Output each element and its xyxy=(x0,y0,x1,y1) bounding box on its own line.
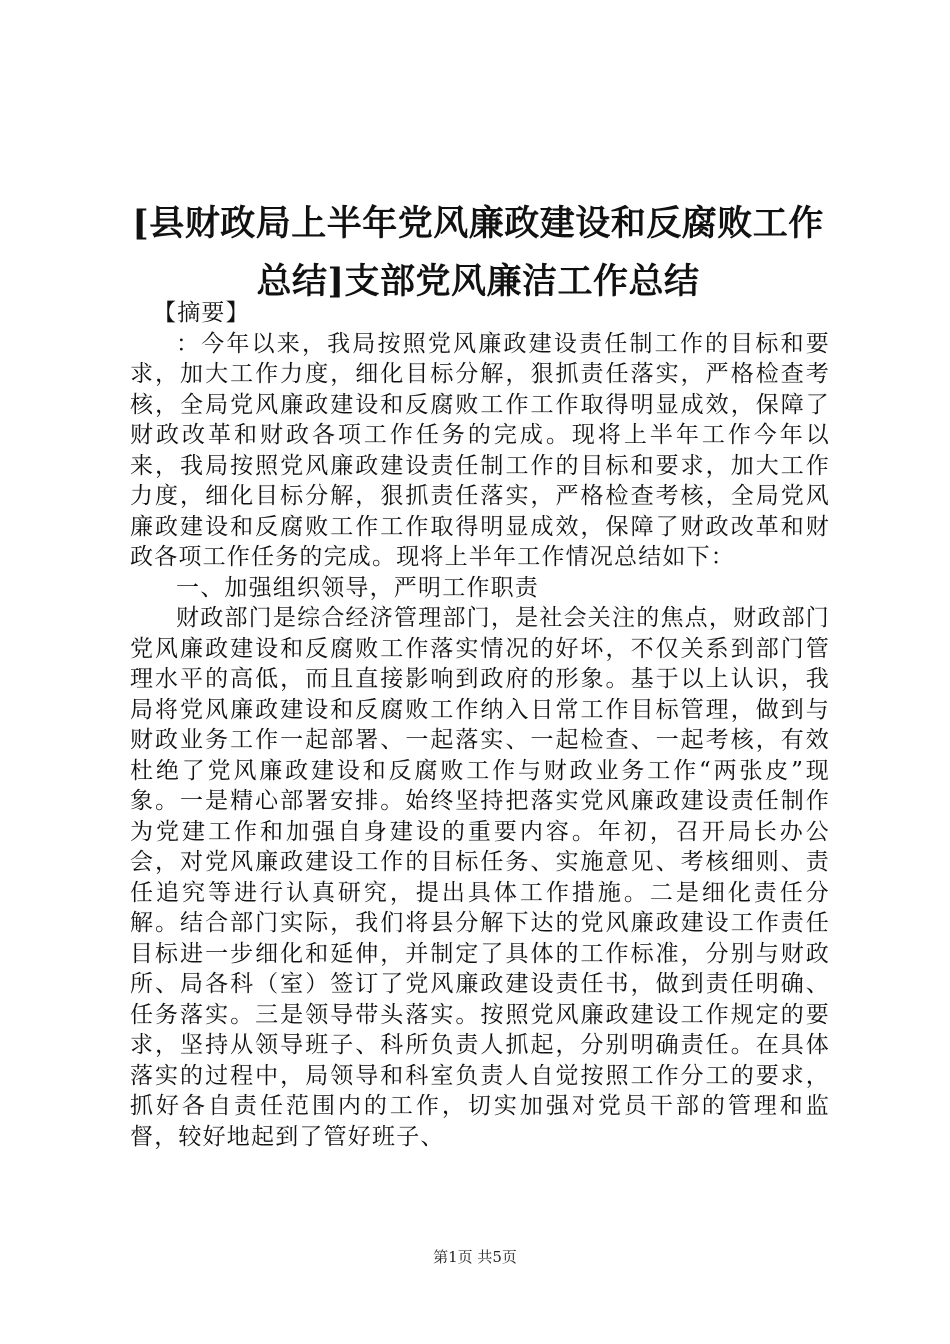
title-line-2: 总结]支部党风廉洁工作总结 xyxy=(256,261,700,303)
abstract-paragraph: ：今年以来，我局按照党风廉政建设责任制工作的目标和要求，加大工作力度，细化目标分解，狠抓责任落实，严格检查考核，全局党风廉政建设和反腐败工作工作取得明显成效，保障了财政改革和财政各项工作任务的完成。现将上半年工作今年以来，我局按照党风廉政建设责任制工作的目标和要求，加大工作力度，细化目标分解，狠抓责任落实，严格检查考核，全局党风廉政建设和反腐败工作工作取得明显成效，保障了财政改革和财政各项工作任务的完成。现将上半年工作情况总结如下： xyxy=(130,330,830,570)
page-indicator: 第1页 共5页 xyxy=(433,1248,517,1266)
section-heading: 一、加强组织领导，严明工作职责 xyxy=(176,574,539,601)
body-paragraph: 财政部门是综合经济管理部门，是社会关注的焦点，财政部门党风廉政建设和反腐败工作落实情况的好坏，不仅关系到部门管理水平的高低，而且直接影响到政府的形象。基于以上认识，我局将党风廉政建设和反腐败工作纳入日常工作目标管理，做到与财政业务工作一起部署、一起落实、一起检查、一起考核，有效杜绝了党风廉政建设和反腐败工作与财政业务工作“两张皮”现象。一是精心部署安排。始终坚持把落实党风廉政建设责任制作为党建工作和加强自身建设的重要内容。年初，召开局长办公会，对党风廉政建设工作的目标任务、实施意见、考核细则、责任追究等进行认真研究，提出具体工作措施。二是细化责任分解。结合部门实际，我们将县分解下达的党风廉政建设工作责任目标进一步细化和延伸，并制定了具体的工作标准，分别与财政所、局各科（室）签订了党风廉政建设责任书，做到责任明确、任务落实。三是领导带头落实。按照党风廉政建设工作规定的要求，坚持从领导班子、科所负责人抓起，分别明确责任。在具体落实的过程中，局领导和科室负责人自觉按照工作分工的要求，抓好各自责任范围内的工作，切实加强对党员干部的管理和监督，较好地起到了管好班子、 xyxy=(130,605,830,1150)
abstract-label: 【摘要】 xyxy=(153,300,250,326)
document-title xyxy=(128,195,828,311)
title-line-1: [县财政局上半年党风廉政建设和反腐败工作 xyxy=(132,203,824,245)
page-footer xyxy=(0,1247,950,1267)
document-body xyxy=(130,298,830,1152)
